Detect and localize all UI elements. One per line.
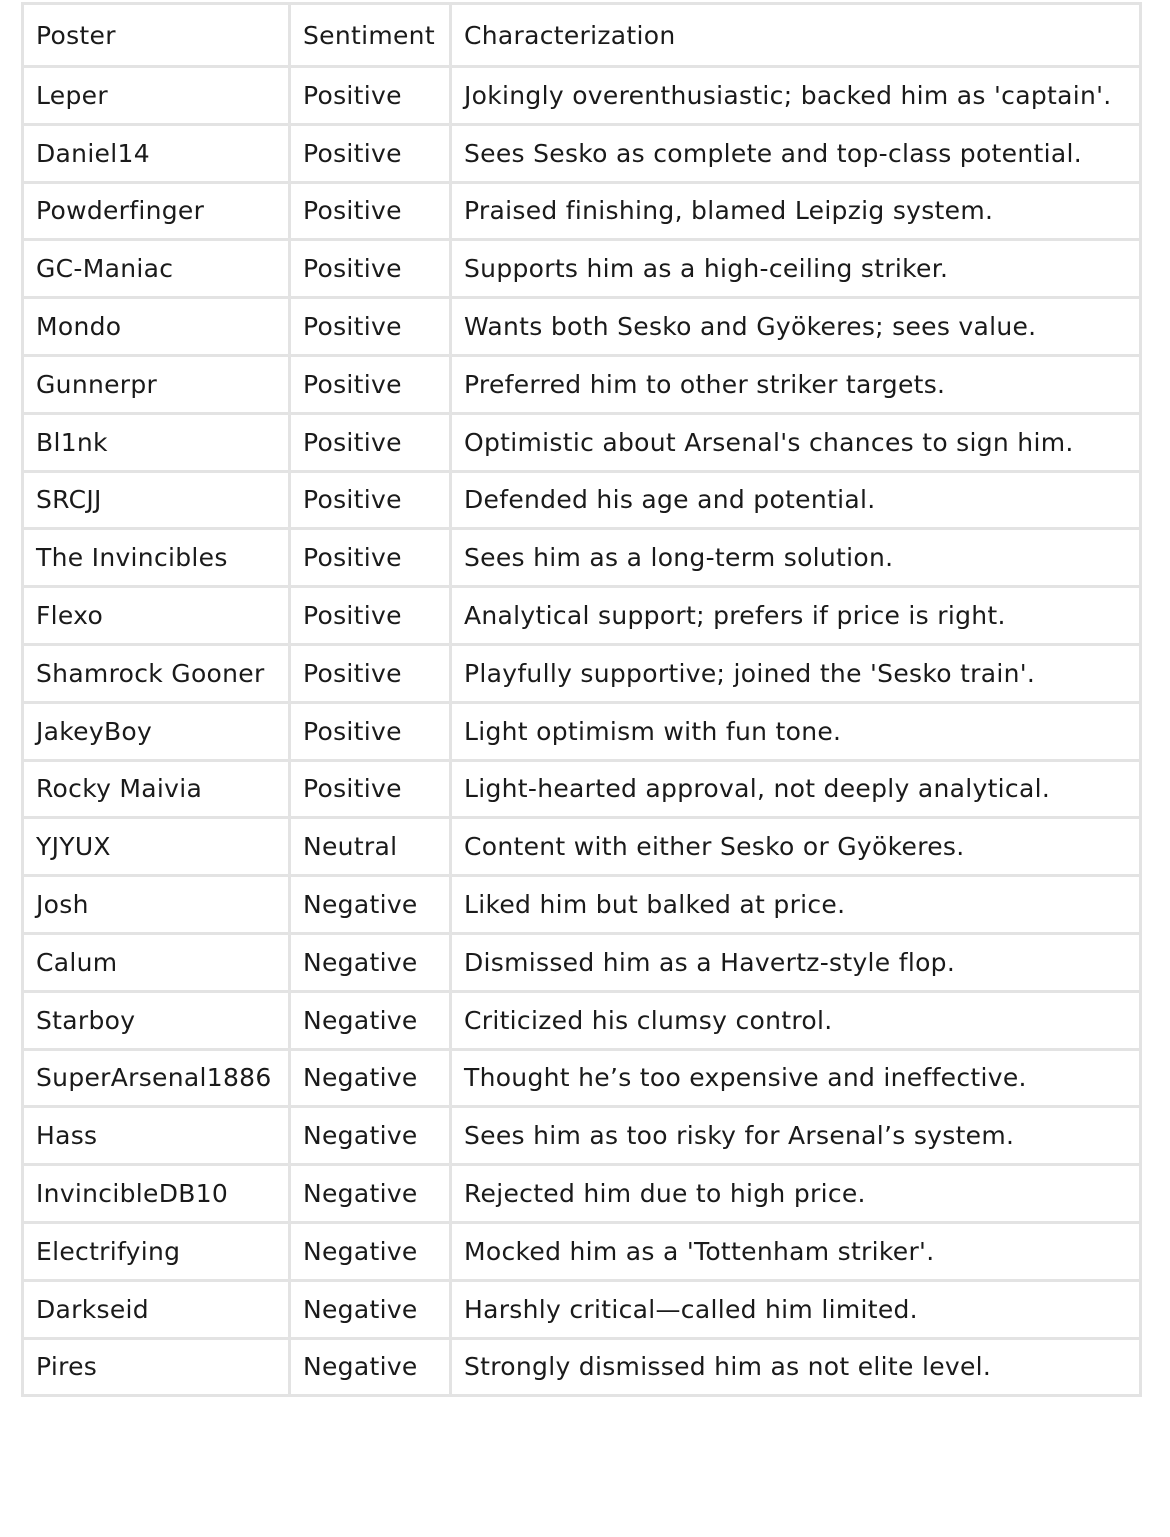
table-row: [23, 1222, 1141, 1280]
poster-cell: Shamrock Gooner: [23, 644, 290, 702]
table-row: [23, 413, 1141, 471]
table-row: [23, 1107, 1141, 1165]
table-row: [23, 529, 1141, 587]
poster-cell: Rocky Maivia: [23, 760, 290, 818]
sentiment-cell: Negative: [290, 1280, 451, 1338]
poster-cell: Bl1nk: [23, 413, 290, 471]
poster-cell: GC-Maniac: [23, 240, 290, 298]
header-characterization: Characterization: [451, 4, 1141, 67]
sentiment-cell: Negative: [290, 933, 451, 991]
sentiment-cell: Positive: [290, 240, 451, 298]
table-row: [23, 587, 1141, 645]
poster-cell: SuperArsenal1886: [23, 1049, 290, 1107]
table-body: [23, 67, 1141, 1396]
characterization-cell: Content with either Sesko or Gyökeres.: [451, 818, 1141, 876]
sentiment-table: [21, 2, 1142, 1397]
table-row: [23, 471, 1141, 529]
sentiment-cell: Positive: [290, 355, 451, 413]
sentiment-cell: Positive: [290, 471, 451, 529]
sentiment-cell: Negative: [290, 1222, 451, 1280]
sentiment-cell: Positive: [290, 529, 451, 587]
table-row: [23, 702, 1141, 760]
characterization-cell: Optimistic about Arsenal's chances to sign him.: [451, 413, 1141, 471]
poster-cell: Leper: [23, 67, 290, 125]
sentiment-cell: Positive: [290, 644, 451, 702]
poster-cell: The Invincibles: [23, 529, 290, 587]
table-row: [23, 124, 1141, 182]
table-row: [23, 67, 1141, 125]
characterization-cell: Playfully supportive; joined the 'Sesko train'.: [451, 644, 1141, 702]
poster-cell: InvincibleDB10: [23, 1165, 290, 1223]
table-row: [23, 991, 1141, 1049]
characterization-cell: Criticized his clumsy control.: [451, 991, 1141, 1049]
table-row: [23, 644, 1141, 702]
characterization-cell: Wants both Sesko and Gyökeres; sees value.: [451, 298, 1141, 356]
poster-cell: SRCJJ: [23, 471, 290, 529]
characterization-cell: Strongly dismissed him as not elite level.: [451, 1338, 1141, 1396]
poster-cell: Calum: [23, 933, 290, 991]
characterization-cell: Jokingly overenthusiastic; backed him as 'captain'.: [451, 67, 1141, 125]
table-row: [23, 933, 1141, 991]
table-row: [23, 818, 1141, 876]
poster-cell: Gunnerpr: [23, 355, 290, 413]
sentiment-cell: Positive: [290, 760, 451, 818]
sentiment-cell: Negative: [290, 1049, 451, 1107]
table-row: [23, 1049, 1141, 1107]
characterization-cell: Light optimism with fun tone.: [451, 702, 1141, 760]
characterization-cell: Rejected him due to high price.: [451, 1165, 1141, 1223]
sentiment-cell: Negative: [290, 1165, 451, 1223]
sentiment-cell: Positive: [290, 298, 451, 356]
sentiment-cell: Positive: [290, 182, 451, 240]
poster-cell: Josh: [23, 876, 290, 934]
sentiment-cell: Positive: [290, 413, 451, 471]
sentiment-cell: Negative: [290, 991, 451, 1049]
poster-cell: YJYUX: [23, 818, 290, 876]
poster-cell: Hass: [23, 1107, 290, 1165]
table-row: [23, 240, 1141, 298]
table-row: [23, 1338, 1141, 1396]
table-row: [23, 1165, 1141, 1223]
poster-cell: Starboy: [23, 991, 290, 1049]
table-row: [23, 355, 1141, 413]
sentiment-cell: Positive: [290, 702, 451, 760]
table-row: [23, 182, 1141, 240]
sentiment-cell: Neutral: [290, 818, 451, 876]
table-row: [23, 876, 1141, 934]
poster-cell: Flexo: [23, 587, 290, 645]
poster-cell: Mondo: [23, 298, 290, 356]
header-poster: Poster: [23, 4, 290, 67]
poster-cell: Powderfinger: [23, 182, 290, 240]
characterization-cell: Supports him as a high-ceiling striker.: [451, 240, 1141, 298]
table-row: [23, 298, 1141, 356]
characterization-cell: Mocked him as a 'Tottenham striker'.: [451, 1222, 1141, 1280]
sentiment-cell: Positive: [290, 124, 451, 182]
poster-cell: Pires: [23, 1338, 290, 1396]
poster-cell: Electrifying: [23, 1222, 290, 1280]
sentiment-cell: Negative: [290, 1107, 451, 1165]
poster-cell: JakeyBoy: [23, 702, 290, 760]
table-row: [23, 1280, 1141, 1338]
characterization-cell: Sees Sesko as complete and top-class potential.: [451, 124, 1141, 182]
characterization-cell: Light-hearted approval, not deeply analytical.: [451, 760, 1141, 818]
header-sentiment: Sentiment: [290, 4, 451, 67]
characterization-cell: Harshly critical—called him limited.: [451, 1280, 1141, 1338]
sentiment-cell: Negative: [290, 876, 451, 934]
characterization-cell: Sees him as a long-term solution.: [451, 529, 1141, 587]
table-row: [23, 760, 1141, 818]
table-header-row: [23, 4, 1141, 67]
sentiment-cell: Positive: [290, 67, 451, 125]
sentiment-cell: Negative: [290, 1338, 451, 1396]
characterization-cell: Defended his age and potential.: [451, 471, 1141, 529]
characterization-cell: Thought he’s too expensive and ineffective.: [451, 1049, 1141, 1107]
characterization-cell: Dismissed him as a Havertz-style flop.: [451, 933, 1141, 991]
characterization-cell: Analytical support; prefers if price is right.: [451, 587, 1141, 645]
characterization-cell: Preferred him to other striker targets.: [451, 355, 1141, 413]
characterization-cell: Sees him as too risky for Arsenal’s system.: [451, 1107, 1141, 1165]
characterization-cell: Praised finishing, blamed Leipzig system.: [451, 182, 1141, 240]
characterization-cell: Liked him but balked at price.: [451, 876, 1141, 934]
poster-cell: Darkseid: [23, 1280, 290, 1338]
poster-cell: Daniel14: [23, 124, 290, 182]
sentiment-cell: Positive: [290, 587, 451, 645]
